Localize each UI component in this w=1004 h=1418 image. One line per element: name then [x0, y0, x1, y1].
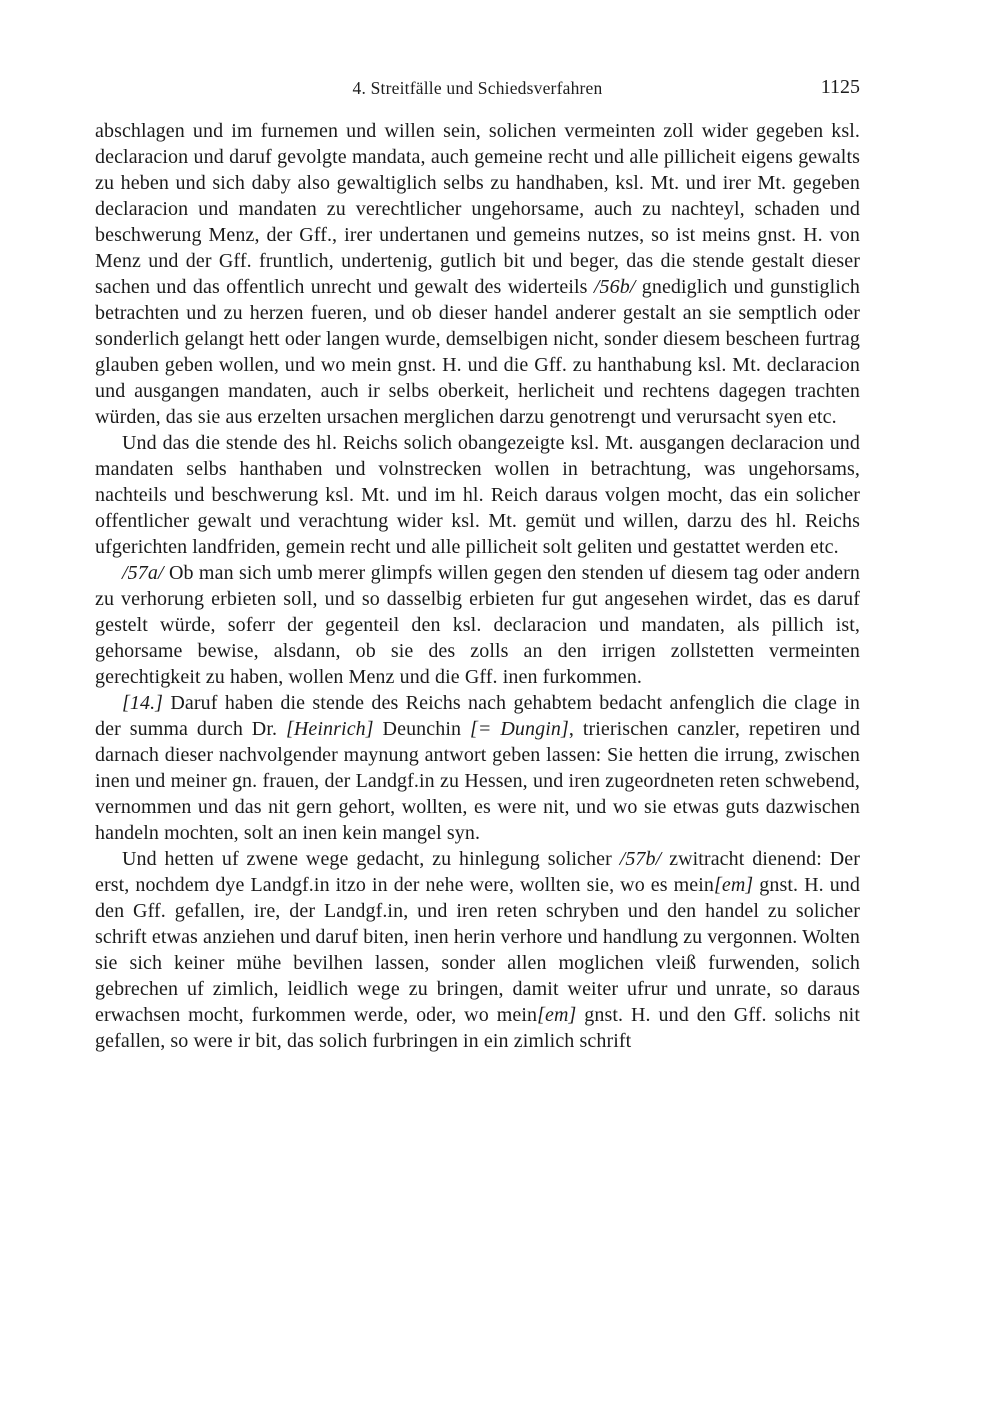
editorial-italic-segment: [= Dungin] — [470, 718, 569, 740]
chapter-heading: 4. Streitfälle und Schiedsverfahren — [352, 78, 603, 98]
page-header — [95, 78, 860, 106]
text-segment: zwitracht dienend: Der erst, nochdem dye Landgf.in itzo in der nehe were, wollten sie, wo es mein — [95, 848, 860, 896]
paragraph — [95, 846, 860, 1054]
editorial-italic-segment: [14.] — [122, 692, 164, 714]
text-segment: abschlagen und im furnemen und willen sein, solichen vermeinten zoll wider gegeben ksl. declaracion und daruf gevolgte mandata, auch gemeine recht und alle pillicheit eigens gewalts zu heben und sich daby also gewaltiglich selbs zu handhaben, ksl. Mt. und irer Mt. gegeben declaracion und mandaten zu verechtlicher ungehorsame, auch zu nachteyl, schaden und beschwerung Menz, der Gff., irer undertanen und gemeins nutzes, so ist meins gnst. H. von Menz und der Gff. fruntlich, undertenig, gutlich bit und beger, das die stende gestalt dieser sachen und das offentlich unrecht und gewalt des widerteils — [95, 120, 860, 298]
body-text — [95, 118, 860, 1054]
text-segment: gnediglich und gunstiglich betrachten und zu herzen fueren, und ob dieser handel anderer gestalt an sie semptlich oder sonderlich gelangt hett oder langen wurde, demselbigen nicht, sonder diesem bescheen furtrag glauben geben wollen, und wo mein gnst. H. und die Gff. zu hanthabung ksl. Mt. declaracion und ausgangen mandaten, auch ir selbs oberkeit, herlicheit und rechtens dagegen trachten würden, das sie aus erzelten ursachen merglichen darzu genotrengt und verursacht syen etc. — [95, 276, 861, 428]
text-segment: Daruf haben die stende des Reichs nach gehabtem bedacht anfenglich die clage in der summa durch Dr. — [95, 692, 860, 740]
page-number: 1125 — [820, 76, 860, 98]
text-segment: Und das die stende des hl. Reichs solich obangezeigte ksl. Mt. ausgangen declaracion und mandaten selbs hanthaben und volnstrecken wollen in betrachtung, was ungehorsams, nachteils und beschwerung ksl. Mt. und im hl. Reich daraus volgen mocht, das ein solicher offentlicher gewalt und verachtung wider ksl. Mt. gemüt und willen, darzu des hl. Reichs ufgerichten landfriden, gemein recht und alle pillicheit solt geliten und gestattet werden etc. — [95, 432, 860, 558]
editorial-italic-segment: /56b/ — [593, 276, 636, 298]
paragraph — [95, 690, 860, 846]
editorial-italic-segment: [em] — [537, 1004, 577, 1026]
text-segment: Und hetten uf zwene wege gedacht, zu hinlegung solicher — [122, 848, 620, 870]
text-segment: , trierischen canzler, repetiren und darnach dieser nachvolgender maynung antwort geben lassen: Sie hetten die irrung, zwischen inen und meiner gn. frauen, der Landgf.in zu Hessen, und iren zugeordneten reten schwebend, vernommen und das nit gern gehort, wollten, es were nit, und wo sie etwas guts dazwischen handeln mochten, solt an inen kein mangel syn. — [95, 718, 860, 844]
editorial-italic-segment: [em] — [714, 874, 754, 896]
text-segment: gnst. H. und den Gff. solichs nit gefallen, so were ir bit, das solich furbringen in ein zimlich schrift — [95, 1004, 860, 1052]
paragraph — [95, 118, 860, 430]
paragraph — [95, 430, 860, 560]
editorial-italic-segment: /57b/ — [619, 848, 662, 870]
text-segment: Ob man sich umb merer glimpfs willen gegen den stenden uf diesem tag oder andern zu verhorung erbieten soll, und so dasselbig erbieten fur gut angesehen wirdet, das es daruf gestelt würde, soferr der gegenteil den ksl. declaracion und mandaten, als pillich ist, gehorsame bewise, alsdann, ob sie des zolls an den irrigen zollstetten vermeinten gerechtigkeit zu haben, wollen Menz und die Gff. inen furkommen. — [95, 562, 860, 688]
text-segment: gnst. H. und den Gff. gefallen, ire, der Landgf.in, und iren reten schryben und den handel zu solicher schrift etwas anziehen und daruf biten, inen herin verhore und handlung zu vergonnen. Wolten sie sich keiner mühe bevilhen lassen, sonder allen moglichen vleiß furwenden, solich gebrechen uf zimlich, leidlich wege zu bringen, damit weiter ufrur und unrate, so daraus erwachsen mocht, furkommen werde, oder, wo mein — [95, 874, 860, 1026]
editorial-italic-segment: /57a/ — [122, 562, 164, 584]
text-segment: Deunchin — [373, 718, 470, 740]
paragraph — [95, 560, 860, 690]
editorial-italic-segment: [Heinrich] — [286, 718, 374, 740]
